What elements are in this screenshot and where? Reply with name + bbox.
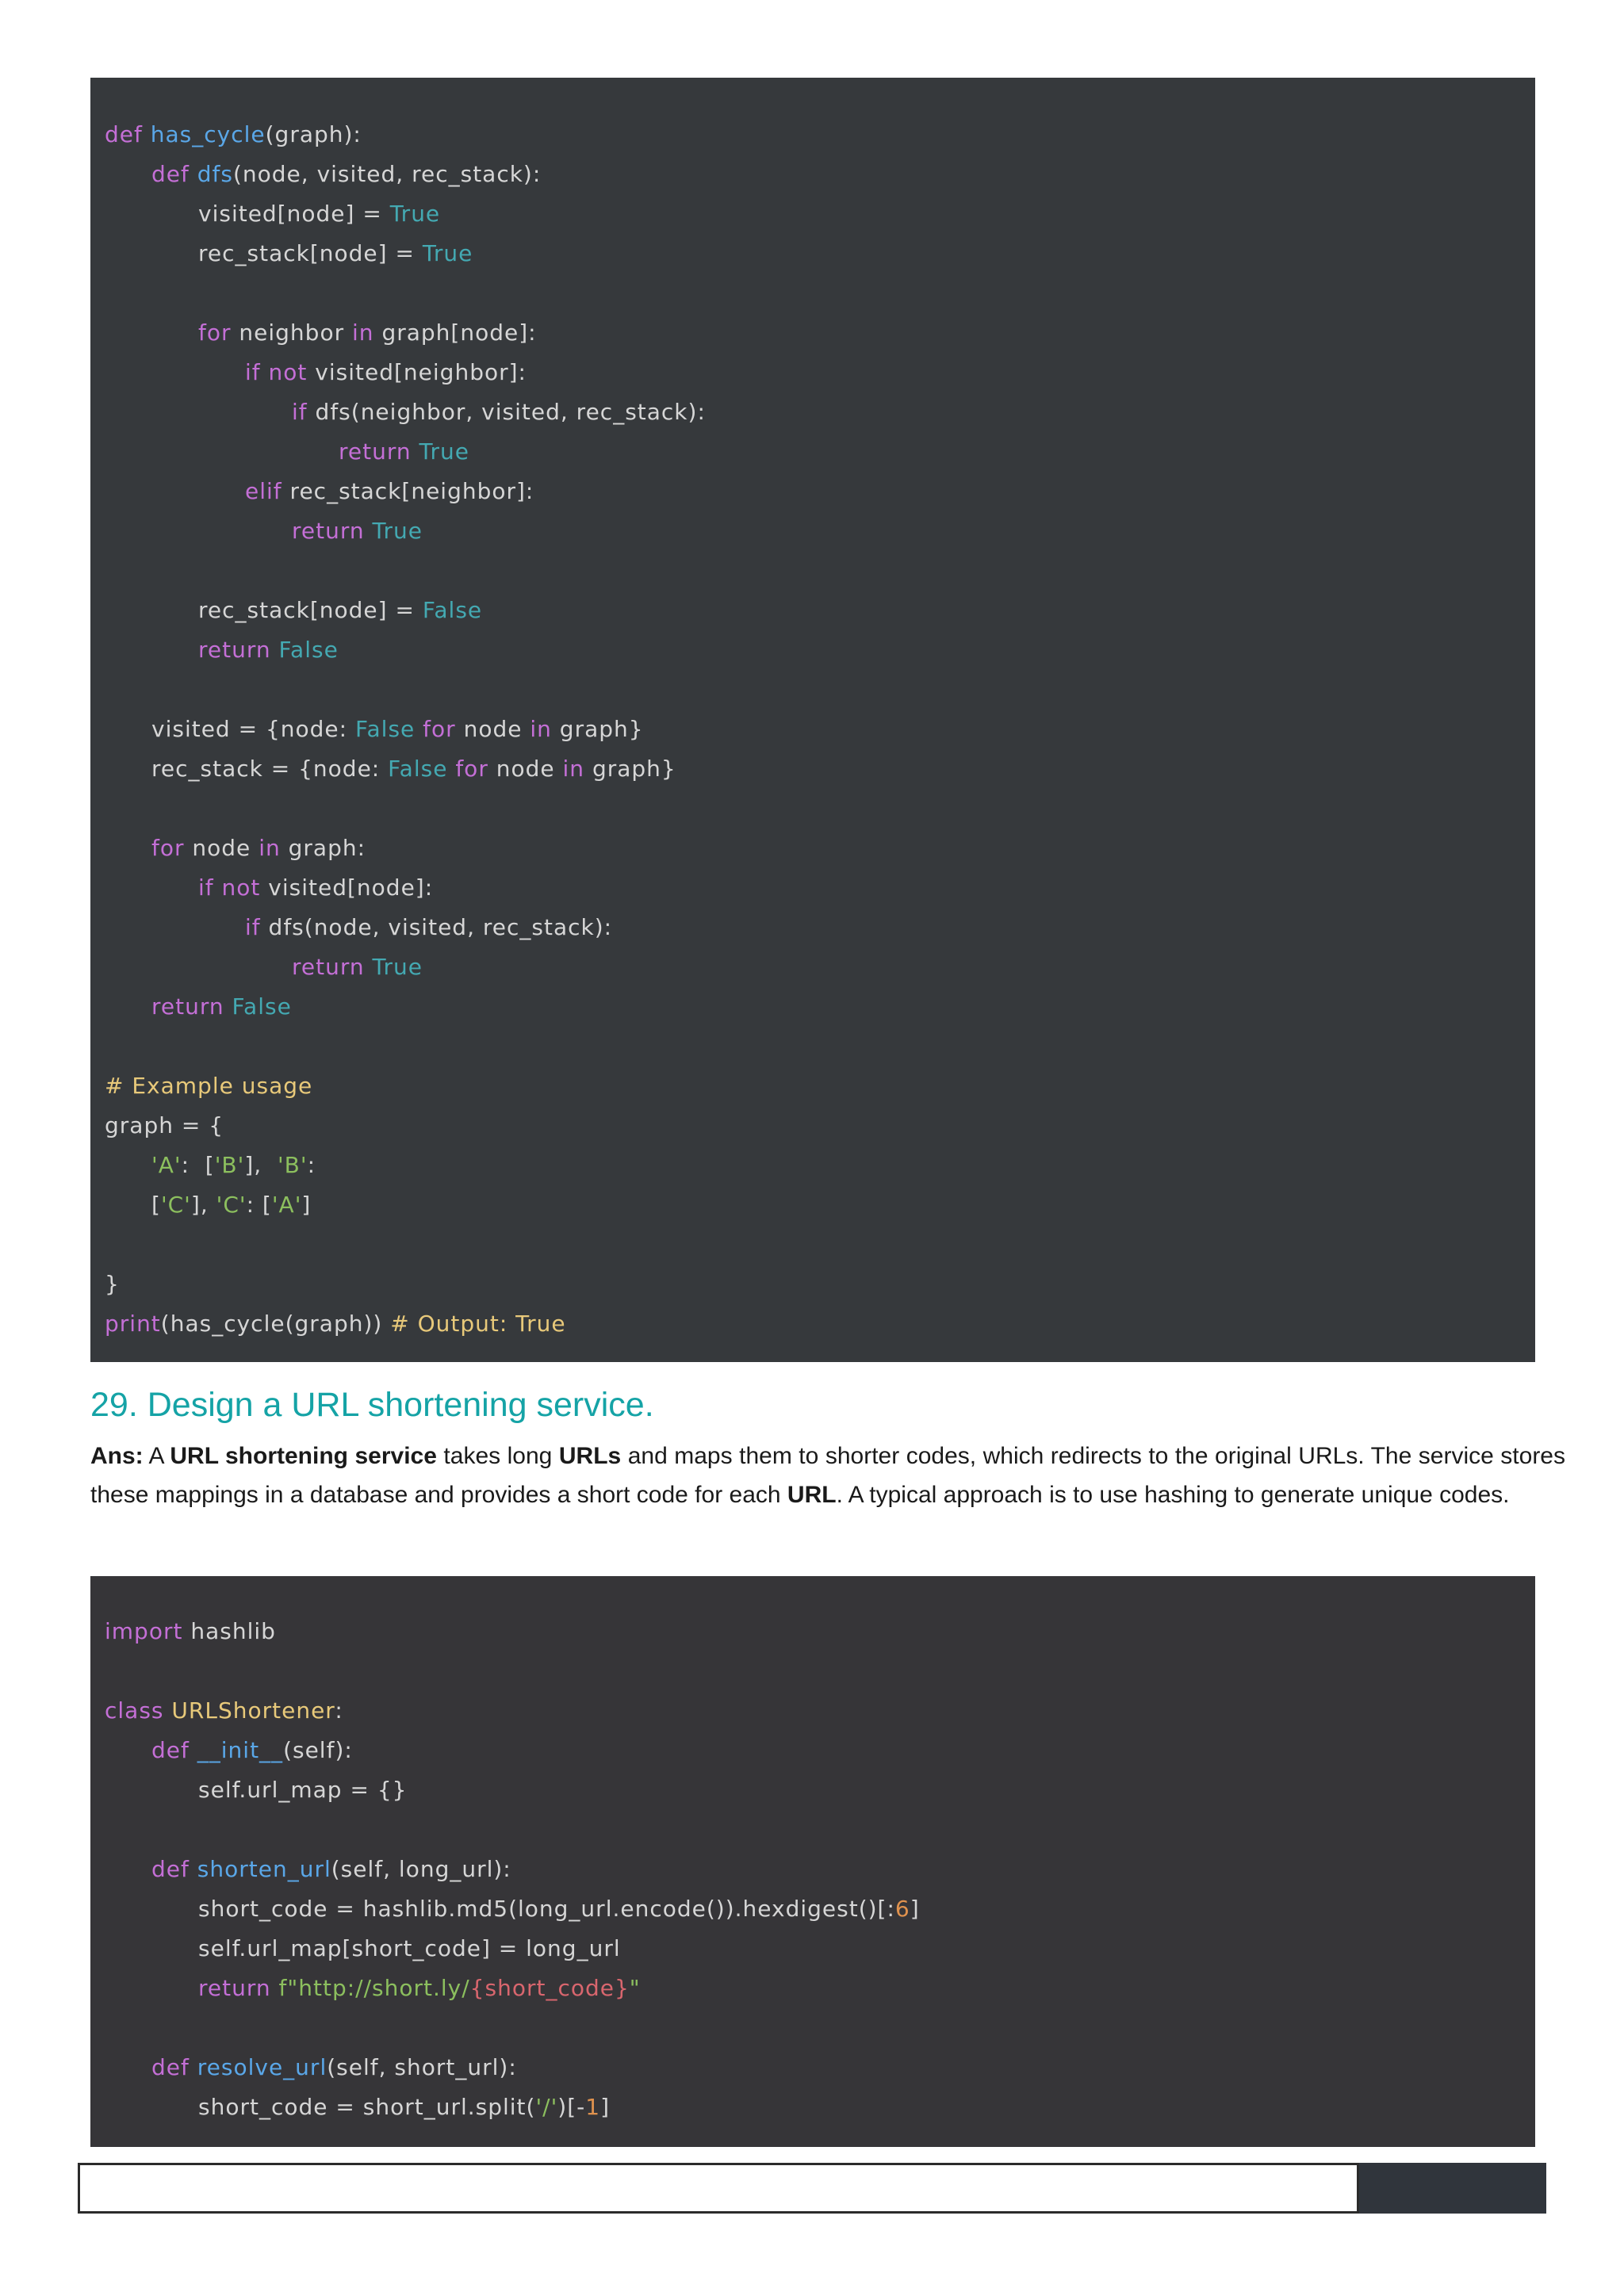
code-line: [151, 1850, 511, 1889]
code-line: [245, 472, 534, 511]
code-token: False: [354, 716, 423, 742]
code-line: [151, 749, 676, 789]
footer-box: [78, 2163, 1359, 2214]
code-token: print: [105, 1311, 161, 1337]
code-token: True: [389, 201, 441, 227]
code-token: ],: [190, 1192, 216, 1218]
code-line: [105, 1612, 276, 1651]
code-token: 'A': [271, 1192, 302, 1218]
code-token: def: [151, 1737, 197, 1763]
code-line: [339, 432, 469, 472]
code-line: [151, 987, 292, 1027]
code-token: [: [151, 1192, 161, 1218]
code-line: [198, 1929, 621, 1969]
code-token: True: [419, 438, 469, 465]
code-line: [198, 1770, 407, 1810]
code-line: [198, 868, 433, 908]
code-line: [292, 392, 706, 432]
code-token: def: [151, 161, 197, 187]
code-line: [151, 710, 644, 749]
answer-text: takes long: [436, 1443, 559, 1469]
code-line: [151, 1185, 311, 1225]
code-token: return: [198, 1975, 279, 2001]
code-line: [245, 353, 527, 392]
code-token: ": [629, 1975, 641, 2001]
code-token: node: [192, 835, 259, 861]
code-token: rec_stack[node] =: [198, 240, 423, 266]
code-token: return: [198, 637, 279, 663]
code-token: def: [151, 1856, 197, 1882]
code-token: (self, short_url):: [327, 2054, 517, 2080]
code-line: [198, 313, 537, 353]
code-token: in: [259, 835, 289, 861]
code-token: rec_stack[neighbor]:: [289, 478, 534, 504]
code-token: self.url_map[short_code] = long_url: [198, 1935, 621, 1961]
answer-text: . A typical approach is to use hashing to generate unique codes.: [836, 1482, 1510, 1508]
code-token: graph}: [592, 756, 676, 782]
code-token: hashlib: [190, 1618, 276, 1644]
code-block-cycle-detection: [90, 78, 1535, 1362]
code-token: for: [455, 756, 496, 782]
code-token: visited[neighbor]:: [315, 359, 527, 385]
code-token: 1: [585, 2094, 601, 2120]
code-token: 'A': [151, 1152, 182, 1178]
code-token: return: [339, 438, 419, 465]
code-token: neighbor: [239, 320, 352, 346]
code-token: 'B': [214, 1152, 245, 1178]
code-token: graph = {: [105, 1112, 224, 1138]
answer-paragraph: [90, 1437, 1565, 1514]
code-token: URLShortener: [171, 1697, 335, 1724]
answer-text: A: [143, 1443, 170, 1469]
code-token: elif: [245, 478, 290, 504]
code-token: in: [352, 320, 382, 346]
code-line: [151, 2048, 517, 2087]
code-token: short_code = hashlib.md5(long_url.encode()).hexdigest()[:: [198, 1896, 895, 1922]
code-token: if: [245, 914, 269, 940]
code-token: rec_stack = {node:: [151, 756, 389, 782]
code-token: __init__: [197, 1737, 284, 1763]
code-line: [151, 1146, 316, 1185]
code-token: :: [335, 1697, 343, 1724]
code-token: (graph):: [265, 121, 362, 147]
code-token: rec_stack[node] =: [198, 597, 423, 623]
code-token: visited = {node:: [151, 716, 355, 742]
code-token: if not: [245, 359, 316, 385]
code-line: [198, 234, 473, 274]
code-token: def: [151, 2054, 197, 2080]
code-line: [105, 1066, 312, 1106]
code-token: visited[node]:: [268, 874, 434, 901]
code-line: [105, 1304, 566, 1344]
code-token: # Output: True: [390, 1311, 566, 1337]
code-token: has_cycle: [150, 121, 266, 147]
code-token: (has_cycle(graph)): [160, 1311, 391, 1337]
code-line: [198, 591, 482, 630]
code-token: ]: [910, 1896, 920, 1922]
code-token: }: [105, 1271, 120, 1297]
code-token: 'C': [160, 1192, 191, 1218]
code-token: return: [151, 993, 232, 1020]
answer-text: and maps them to shorter codes, which redirects to the original URLs. The service stores these mappings in a database and provides a short code for each: [90, 1443, 1565, 1508]
code-token: dfs(neighbor, visited, rec_stack):: [315, 399, 706, 425]
code-token: if: [292, 399, 316, 425]
code-line: [292, 511, 423, 551]
code-token: dfs(node, visited, rec_stack):: [268, 914, 613, 940]
code-token: True: [422, 240, 473, 266]
code-line: [198, 1889, 920, 1929]
code-token: 'C': [216, 1192, 247, 1218]
code-line: [198, 630, 339, 670]
code-token: import: [105, 1618, 191, 1644]
code-token: (self):: [283, 1737, 353, 1763]
code-token: in: [530, 716, 560, 742]
code-token: for: [151, 835, 193, 861]
answer-emphasis: Ans:: [90, 1443, 144, 1469]
code-line: [292, 947, 423, 987]
code-token: ]: [600, 2094, 611, 2120]
code-token: )[-: [557, 2094, 586, 2120]
code-token: for: [423, 716, 464, 742]
code-token: return: [292, 954, 373, 980]
code-token: dfs: [197, 161, 233, 187]
code-line: [198, 194, 440, 234]
answer-emphasis: URL shortening service: [170, 1443, 437, 1469]
code-line: [105, 1265, 120, 1304]
code-token: short_code = short_url.split(: [198, 2094, 536, 2120]
code-line: [105, 1106, 224, 1146]
answer-emphasis: URL: [787, 1482, 837, 1508]
code-token: in: [562, 756, 592, 782]
code-token: '/': [535, 2094, 558, 2120]
code-token: graph}: [559, 716, 644, 742]
code-token: True: [372, 518, 423, 544]
code-token: return: [292, 518, 373, 544]
code-line: [105, 115, 362, 155]
code-token: shorten_url: [197, 1856, 331, 1882]
code-token: False: [278, 637, 339, 663]
code-token: :: [307, 1152, 316, 1178]
code-token: graph:: [288, 835, 366, 861]
code-token: False: [232, 993, 292, 1020]
code-line: [151, 828, 366, 868]
code-token: graph[node]:: [381, 320, 537, 346]
code-token: visited[node] =: [198, 201, 390, 227]
code-token: # Example usage: [105, 1073, 313, 1099]
code-token: resolve_url: [197, 2054, 327, 2080]
code-token: f"http://short.ly/: [278, 1975, 470, 2001]
answer-emphasis: URLs: [558, 1443, 622, 1469]
code-token: (self, long_url):: [331, 1856, 511, 1882]
code-line: [198, 2087, 610, 2127]
code-line: [151, 1731, 353, 1770]
code-block-url-shortener: [90, 1576, 1535, 2147]
code-token: node: [463, 716, 530, 742]
code-token: def: [105, 121, 151, 147]
code-token: class: [105, 1697, 172, 1724]
code-token: ]: [301, 1192, 312, 1218]
code-line: [245, 908, 612, 947]
section-title: 29. Design a URL shortening service.: [90, 1386, 654, 1424]
code-token: self.url_map = {}: [198, 1777, 408, 1803]
code-token: (node, visited, rec_stack):: [232, 161, 542, 187]
code-token: if not: [198, 874, 269, 901]
code-token: for: [198, 320, 239, 346]
code-token: : [: [181, 1152, 215, 1178]
code-line: [151, 155, 541, 194]
code-token: : [: [246, 1192, 272, 1218]
code-token: 6: [894, 1896, 910, 1922]
code-token: False: [388, 756, 456, 782]
code-token: True: [372, 954, 423, 980]
code-token: node: [496, 756, 563, 782]
code-token: ],: [244, 1152, 278, 1178]
code-token: False: [422, 597, 483, 623]
code-token: 'B': [277, 1152, 308, 1178]
code-line: [105, 1691, 343, 1731]
code-token: {short_code}: [469, 1975, 630, 2001]
footer-dark-block: [1359, 2163, 1546, 2214]
code-line: [198, 1969, 641, 2008]
